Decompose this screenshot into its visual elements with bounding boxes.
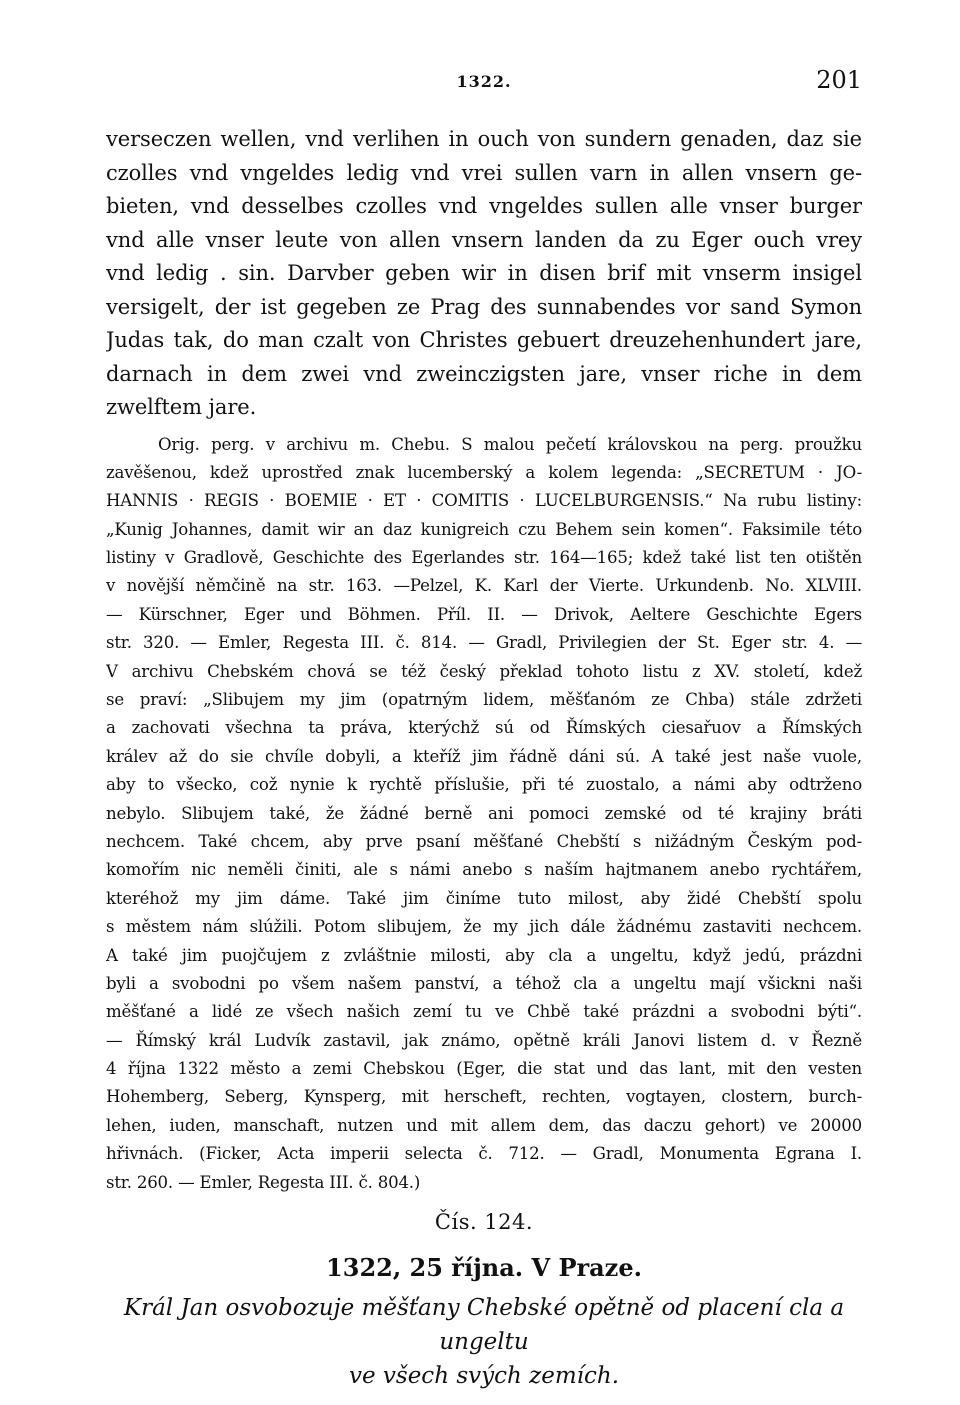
running-header — [106, 66, 862, 96]
note-line: A také jim puojčujem z zvláštnie milosti, aby cla a ungeltu, když jedú, prázdni — [106, 945, 862, 965]
note-line: králev až do sie chvíle dobyli, a kteříž jim řádně dáni sú. A také jest naše vuole, — [106, 746, 862, 766]
charter-text-line: darnach in dem zwei vnd zweinczigsten jare, vnser riche in dem — [106, 361, 862, 386]
note-line: nebylo. Slibujem také, že žádné berně ani pomoci zemské od té krajiny bráti — [106, 803, 862, 823]
note-line: měšťané a lidé ze všech našich zemí tu ve Chbě také prázdni a svobodni býti“. — [106, 1002, 862, 1022]
entry-number: Čís. 124. — [434, 1210, 534, 1234]
note-line: nechcem. Také chcem, aby prve psaní měšťané Chebští s nižádným Českým pod- — [106, 831, 862, 851]
charter-text-line: vnd ledig . sin. Darvber geben wir in disen brif mit vnserm insigel — [106, 261, 862, 285]
note-line: „Kunig Johannes, damit wir an daz kunigreich czu Behem sein komen“. Faksimile této — [106, 519, 862, 539]
running-header-year: 1322. — [456, 72, 512, 91]
note-line: byli a svobodni po všem našem panství, a téhož cla a ungeltu mají všickni naši — [106, 973, 862, 993]
note-line: listiny v Gradlově, Geschichte des Egerlandes str. 164—165; kdež také list ten otištěn — [106, 548, 862, 568]
note-line: V archivu Chebském chová se též český překlad tohoto listu z XV. století, kdež — [106, 661, 862, 681]
note-line: Orig. perg. v archivu m. Chebu. S malou pečetí královskou na perg. proužku — [158, 434, 862, 454]
page-number: 201 — [816, 66, 862, 94]
entry-summary — [106, 1291, 862, 1393]
note-line: lehen, iuden, manschaft, nutzen und mit allem dem, das daczu gehort) ve 20000 — [106, 1115, 862, 1135]
entry-summary-line: ve všech svých zemích. — [348, 1363, 620, 1389]
charter-text-line: verseczen wellen, vnd verlihen in ouch von sundern genaden, daz sie — [106, 127, 862, 151]
editorial-notes — [106, 431, 862, 1198]
note-line: str. 320. — Emler, Regesta III. č. 814. — Gradl, Privilegien der St. Eger str. 4. — — [106, 633, 862, 653]
document-entry-heading — [106, 1205, 862, 1393]
body-text — [106, 123, 862, 1197]
charter-text-line: zwelftem jare. — [106, 395, 257, 419]
note-line: a zachovati všechna ta práva, kterýchž sú od Římských ciesařuov a Římských — [106, 718, 862, 738]
note-line: str. 260. — Emler, Regesta III. č. 804.) — [106, 1172, 421, 1192]
charter-text-line: vnd alle vnser leute von allen vnsern landen da zu Eger ouch vrey — [106, 227, 862, 252]
note-line: se praví: „Slibujem my jim (opatrným lidem, měšťanóm ze Chba) stále zdržeti — [106, 690, 862, 710]
note-line: komořím nic neměli činiti, ale s námi anebo s naším hajtmanem anebo rychtářem, — [106, 860, 862, 880]
note-line: — Římský král Ludvík zastavil, jak známo, opětně králi Janovi listem d. v Řezně — [106, 1030, 862, 1050]
note-line: aby to všecko, což nynie k rychtě příslušie, při té zuostalo, a námi aby odtrženo — [106, 775, 862, 795]
charter-text-line: czolles vnd vngeldes ledig vnd vrei sullen varn in allen vnsern ge- — [106, 160, 862, 185]
charter-text-line: versigelt, der ist gegeben ze Prag des sunnabendes vor sand Symon — [106, 294, 862, 319]
note-line: HANNIS · REGIS · BOEMIE · ET · COMITIS · LUCELBURGENSIS.“ Na rubu listiny: — [106, 491, 862, 511]
note-line: kteréhož my jim dáme. Také jim činíme tuto milost, aby židé Chebští spolu — [106, 888, 862, 908]
note-line: — Kürschner, Eger und Böhmen. Příl. II. — Drivok, Aeltere Geschichte Egers — [106, 604, 862, 624]
charter-text — [106, 123, 862, 425]
entry-date-place: 1322, 25 října. V Praze. — [326, 1253, 642, 1282]
note-line: s městem nám slúžili. Potom slibujem, že my jich dále žádnému zastaviti nechcem. — [106, 917, 862, 937]
charter-text-line: bieten, vnd desselbes czolles vnd vngeldes sullen alle vnser burger — [106, 194, 862, 218]
note-line: Hohemberg, Seberg, Kynsperg, mit herscheft, rechten, vogtayen, clostern, burch- — [106, 1087, 862, 1107]
note-line: 4 října 1322 město a zemi Chebskou (Eger, die stat und das lant, mit den vesten — [106, 1059, 862, 1079]
charter-text-line: Judas tak, do man czalt von Christes gebuert dreuzehenhundert jare, — [106, 328, 862, 352]
note-line: zavěšenou, kdež uprostřed znak lucemberský a kolem legenda: „SECRETUM · JO- — [106, 462, 862, 482]
note-line: hřivnách. (Ficker, Acta imperii selecta č. 712. — Gradl, Monumenta Egrana I. — [106, 1144, 862, 1164]
note-line: v novější němčině na str. 163. —Pelzel, K. Karl der Vierte. Urkundenb. No. XLVIII. — [106, 576, 862, 596]
entry-summary-line: Král Jan osvobozuje měšťany Chebské opětně od placení cla a ungeltu — [123, 1295, 845, 1355]
